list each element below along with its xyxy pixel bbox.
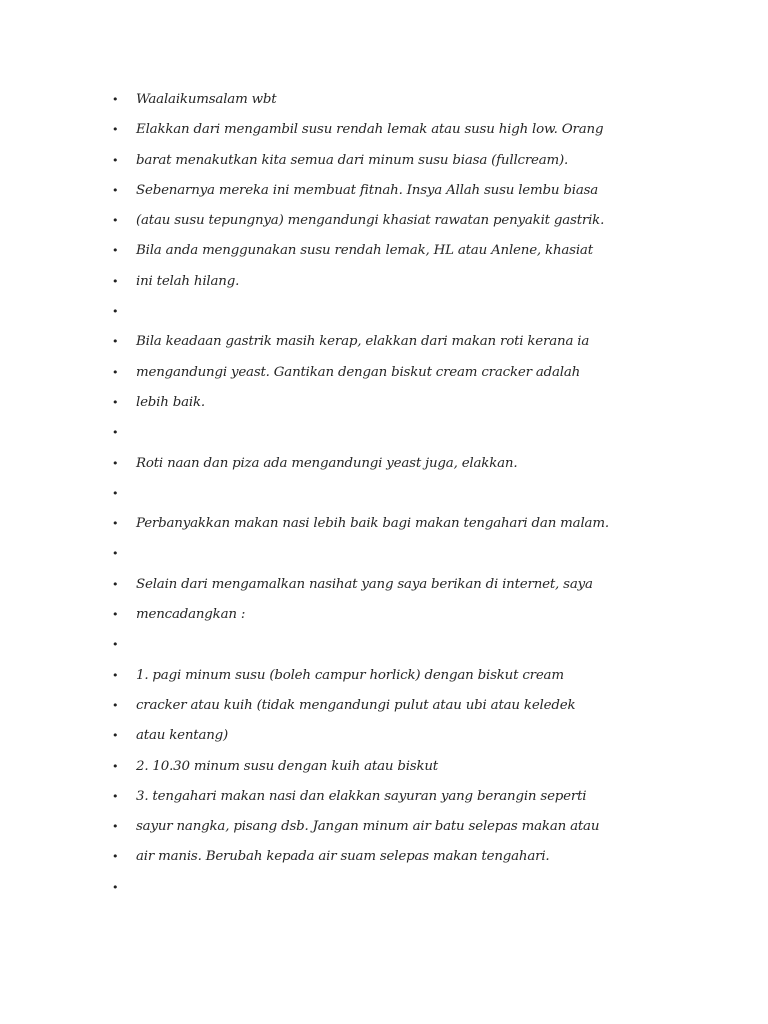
list-item: [0, 418, 768, 448]
bullet-icon: •: [112, 395, 119, 409]
list-item-text: air manis. Berubah kepada air suam selepas makan tengahari.: [136, 849, 550, 865]
list-item: [0, 600, 768, 630]
bullet-icon: •: [112, 638, 119, 652]
bullet-icon: •: [112, 305, 119, 319]
bullet-icon: •: [112, 668, 119, 682]
bullet-icon: •: [112, 123, 119, 137]
bullet-icon: •: [112, 365, 119, 379]
bullet-icon: •: [112, 183, 119, 197]
list-item-text: barat menakutkan kita semua dari minum susu biasa (fullcream).: [136, 152, 569, 168]
list-item: [0, 661, 768, 691]
list-item: [0, 358, 768, 388]
list-item: [0, 479, 768, 509]
list-item: [0, 752, 768, 782]
bullet-icon: •: [112, 93, 119, 106]
bullet-icon: •: [112, 335, 119, 349]
list-item: [0, 873, 768, 903]
bullet-icon: •: [112, 274, 119, 288]
bullet-icon: •: [112, 759, 119, 773]
list-item-text: 3. tengahari makan nasi dan elakkan sayuran yang berangin seperti: [136, 788, 587, 804]
list-item: [0, 267, 768, 297]
list-item-text: Waalaikumsalam wbt: [136, 92, 277, 107]
list-item-text: lebih baik.: [136, 394, 205, 410]
list-item-text: mencadangkan :: [136, 607, 246, 623]
list-item: [0, 449, 768, 479]
list-item: [0, 842, 768, 872]
bullet-icon: •: [112, 729, 119, 743]
list-item: [0, 146, 768, 176]
bullet-icon: •: [112, 426, 119, 440]
list-item-text: (atau susu tepungnya) mengandungi khasiat rawatan penyakit gastrik.: [136, 213, 605, 229]
bullet-icon: •: [112, 214, 119, 228]
bullet-icon: •: [112, 456, 119, 470]
list-item-text: ini telah hilang.: [136, 273, 240, 289]
list-item-text: sayur nangka, pisang dsb. Jangan minum air batu selepas makan atau: [136, 819, 600, 835]
list-item: [0, 539, 768, 569]
list-item-text: cracker atau kuih (tidak mengandungi pulut atau ubi atau keledek: [136, 697, 576, 713]
bullet-icon: •: [112, 698, 119, 712]
list-item: [0, 812, 768, 842]
list-item: [0, 630, 768, 660]
list-item-text: Bila anda menggunakan susu rendah lemak, HL atau Anlene, khasiat: [136, 243, 593, 259]
list-item: [0, 206, 768, 236]
list-item: [0, 236, 768, 266]
list-item-text: Elakkan dari mengambil susu rendah lemak atau susu high low. Orang: [136, 122, 604, 138]
bullet-icon: •: [112, 820, 119, 834]
bullet-icon: •: [112, 850, 119, 864]
list-item: [0, 509, 768, 539]
list-item: [0, 297, 768, 327]
bullet-icon: •: [112, 577, 119, 591]
bullet-icon: •: [112, 153, 119, 167]
list-item: [0, 782, 768, 812]
list-item-text: mengandungi yeast. Gantikan dengan biskut cream cracker adalah: [136, 364, 581, 380]
list-item-text: Roti naan dan piza ada mengandungi yeast juga, elakkan.: [136, 455, 518, 471]
list-item: [0, 691, 768, 721]
list-item-text: 2. 10.30 minum susu dengan kuih atau biskut: [136, 758, 438, 774]
bullet-icon: •: [112, 517, 119, 531]
list-item: [0, 176, 768, 206]
list-item-text: atau kentang): [136, 728, 229, 744]
list-item: [0, 388, 768, 418]
list-item-text: 1. pagi minum susu (boleh campur horlick) dengan biskut cream: [136, 667, 564, 683]
list-item-text: Bila keadaan gastrik masih kerap, elakkan dari makan roti kerana ia: [136, 334, 590, 350]
list-item: [0, 327, 768, 357]
bullet-icon: •: [112, 244, 119, 258]
bullet-icon: •: [112, 608, 119, 622]
list-item-text: Selain dari mengamalkan nasihat yang saya berikan di internet, saya: [136, 576, 593, 592]
bullet-icon: •: [112, 789, 119, 803]
bullet-icon: •: [112, 880, 119, 894]
bullet-icon: •: [112, 547, 119, 561]
bullet-icon: •: [112, 486, 119, 500]
list-item-text: Perbanyakkan makan nasi lebih baik bagi makan tengahari dan malam.: [136, 516, 609, 532]
list-item: [0, 721, 768, 751]
list-item-text: Sebenarnya mereka ini membuat fitnah. Insya Allah susu lembu biasa: [136, 182, 599, 198]
list-item: [0, 115, 768, 145]
list-item: [0, 85, 768, 115]
bullet-list: [0, 85, 768, 903]
list-item: [0, 570, 768, 600]
